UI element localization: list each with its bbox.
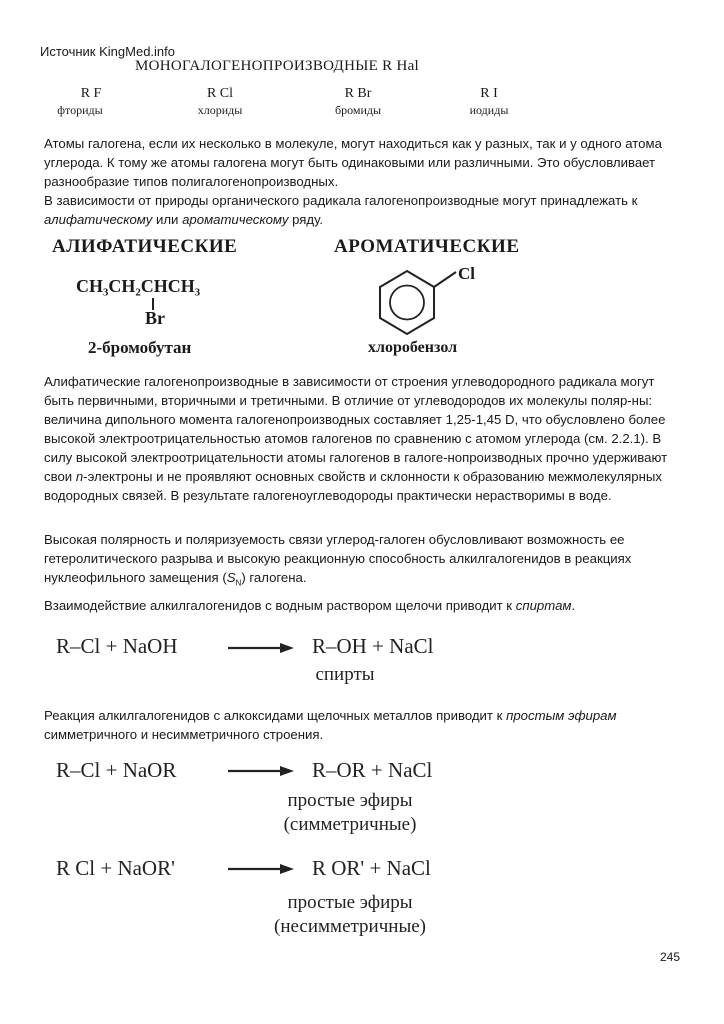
halide-formula: R Cl bbox=[206, 86, 234, 101]
reaction-2-right: R–OR + NaCl bbox=[312, 758, 433, 782]
reaction-arrow bbox=[228, 862, 294, 876]
paragraph-text: Алифатические галогенопроизводные в зависимости от строения углеводородного радикала могут быть первичными, вторичными и третичными. В отличие от углеводородов их молекулы поляр-ны: величина дипольного момента галогенопроизводных составляет 1,25-1,45 D, что обусловлено более высокой электроотрицательностью атомов галогенов по сравнению с атомом углерода (см. 2.2.1). В силу высокой электроотрицательности атомы галогенов в галоге-нопроизводных прочно удерживают свои n-электроны и не проявляют основных свойств и склонности к образованию межмолекулярных водородных связей. В результате галогеноуглеводороды практически нерастворимы в воде. bbox=[44, 374, 668, 503]
paragraph-text: Реакция алкилгалогенидов с алкоксидами щелочных металлов приводит к простым эфирам симметричного и несимметричного строения. bbox=[44, 708, 617, 742]
paragraph-3 bbox=[44, 530, 684, 593]
benzene-inner-circle bbox=[390, 286, 424, 320]
section-title: МОНОГАЛОГЕНОПРОИЗВОДНЫЕ R Hal bbox=[135, 58, 420, 74]
reaction-2-caption-1: простые эфиры bbox=[287, 790, 413, 811]
reaction-3-caption-1: простые эфиры bbox=[287, 892, 413, 913]
cl-bond bbox=[434, 272, 456, 287]
paragraph-text: Атомы галогена, если их несколько в молекуле, могут находиться как у разных, так и у одного атома углерода. К тому же атомы галогена могут быть одинаковыми или различными. Это обусловливает разнообразие типов полигалогенопроизводных. bbox=[44, 136, 662, 189]
halide-name: хлориды bbox=[197, 103, 243, 117]
reaction-3-right: R OR' + NaCl bbox=[312, 856, 431, 880]
reaction-arrow bbox=[228, 641, 294, 655]
paragraph-1 bbox=[44, 134, 684, 229]
page-number: 245 bbox=[659, 950, 680, 964]
aliphatic-substituent: Br bbox=[145, 308, 165, 328]
aromatic-name: хлоробензол bbox=[368, 339, 458, 356]
aliphatic-title: АЛИФАТИЧЕСКИЕ bbox=[52, 236, 238, 257]
aromatic-substituent: Cl bbox=[458, 264, 475, 283]
paragraph-text: Взаимодействие алкилгалогенидов с водным раствором щелочи приводит к спиртам. bbox=[44, 598, 576, 613]
halide-item bbox=[318, 86, 398, 118]
paragraph-2 bbox=[44, 372, 684, 505]
reaction-2-caption-2: (симметричные) bbox=[283, 814, 417, 835]
halide-item bbox=[180, 86, 260, 118]
reaction-1-right: R–OH + NaCl bbox=[312, 634, 434, 658]
reaction-3-caption-2: (несимметричные) bbox=[274, 916, 426, 937]
halide-item bbox=[56, 86, 126, 118]
halide-name: иодиды bbox=[469, 103, 509, 117]
halide-name: бромиды bbox=[334, 103, 382, 117]
halide-formula: R F bbox=[80, 86, 102, 101]
aliphatic-formula: CH₃CH₂CHCH₃ bbox=[76, 276, 201, 296]
reaction-1-caption: спирты bbox=[315, 664, 375, 685]
reaction-3-left: R Cl + NaOR' bbox=[56, 856, 175, 880]
benzene-hexagon bbox=[380, 271, 434, 334]
benzene-ring bbox=[370, 266, 460, 338]
paragraph-4 bbox=[44, 596, 684, 615]
halide-formula: R Br bbox=[344, 86, 372, 101]
paragraph-text: Высокая полярность и поляризуемость связи углерод-галоген обусловливают возможность ее гетеролитического разрыва и высокую реакционную способность алкилгалогенидов в реакциях нуклеофильного замещения $(S_N)$ галогена. bbox=[44, 532, 632, 588]
reaction-2-left: R–Cl + NaOR bbox=[56, 758, 177, 782]
source-label: Источник KingMed.info bbox=[40, 44, 175, 59]
reaction-arrow bbox=[228, 764, 294, 778]
paragraph-text: В зависимости от природы органического радикала галогенопроизводные могут принадлежать к алифатическому или ароматическому ряду. bbox=[44, 193, 638, 227]
halide-formula: R I bbox=[480, 86, 498, 101]
reaction-1-left: R–Cl + NaOH bbox=[56, 634, 178, 658]
halide-item bbox=[454, 86, 524, 118]
aromatic-title: АРОМАТИЧЕСКИЕ bbox=[334, 236, 520, 257]
paragraph-5 bbox=[44, 706, 684, 744]
aliphatic-name: 2-бромобутан bbox=[88, 338, 192, 357]
halide-name: фториды bbox=[57, 103, 103, 117]
